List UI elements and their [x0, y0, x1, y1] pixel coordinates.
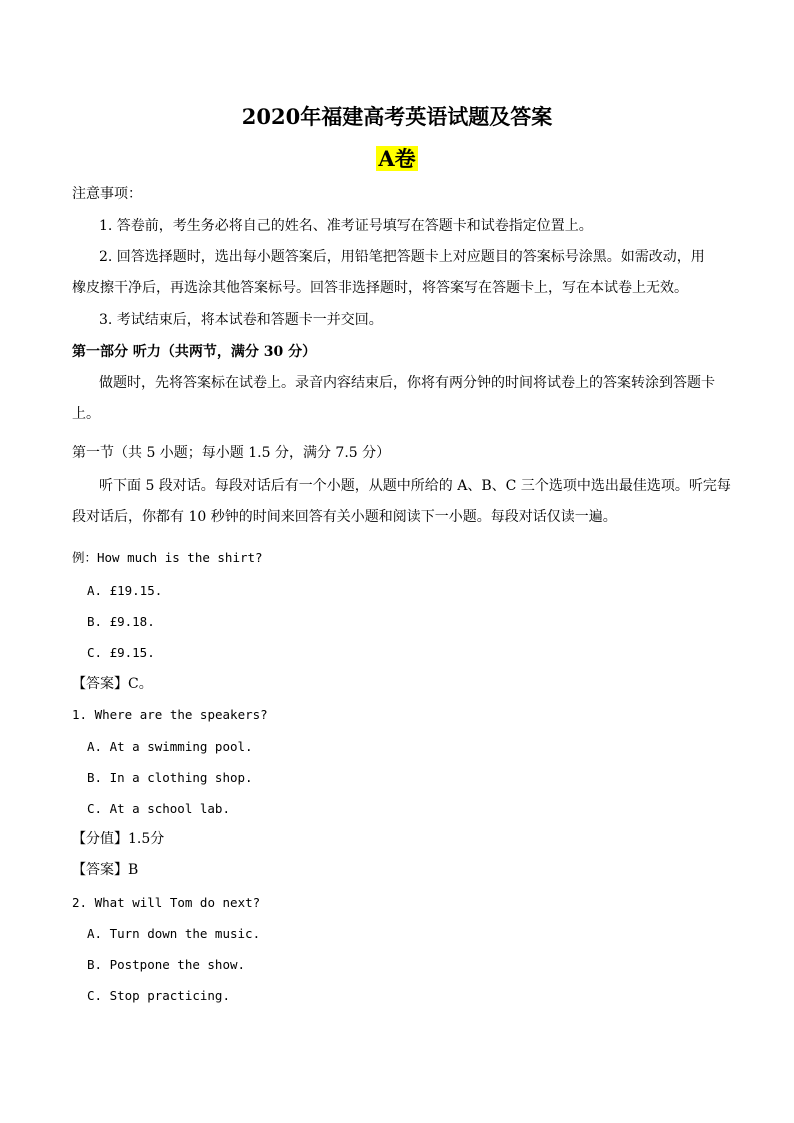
notice-item-2-line-2: 橡皮擦干净后，再选涂其他答案标号。回答非选择题时，将答案写在答题卡上，写在本试卷上无效。	[72, 280, 688, 296]
question-2-option-c: C. Stop practicing.	[87, 988, 230, 1003]
section-one-heading: 第一节（共 5 小题；每小题 1.5 分，满分 7.5 分）	[72, 445, 391, 461]
example-answer: 【答案】C。	[72, 676, 153, 692]
question-2: 2. What will Tom do next?	[72, 895, 261, 910]
question-1-option-c: C. At a school lab.	[87, 801, 230, 816]
question-1-score: 【分值】1.5分	[72, 831, 165, 847]
notice-heading: 注意事项：	[72, 186, 142, 202]
paper-version	[0, 145, 794, 173]
section-one-intro-line-1: 听下面 5 段对话。每段对话后有一个小题，从题中所给的 A、B、C 三个选项中选出最佳选项。听完每	[99, 478, 731, 494]
question-2-option-b: B. Postpone the show.	[87, 957, 246, 972]
question-2-option-a: A. Turn down the music.	[87, 926, 261, 941]
question-1-option-b: B. In a clothing shop.	[87, 770, 253, 785]
example-option-a: A. £19.15.	[87, 583, 163, 598]
part-one-intro-line-1: 做题时，先将答案标在试卷上。录音内容结束后，你将有两分钟的时间将试卷上的答案转涂到答题卡	[99, 375, 715, 391]
question-1: 1. Where are the speakers?	[72, 707, 268, 722]
notice-item-2-line-1: 2. 回答选择题时，选出每小题答案后，用铅笔把答题卡上对应题目的答案标号涂黑。如需改动，用	[99, 249, 705, 265]
page-title: 2020年福建高考英语试题及答案	[241, 104, 553, 129]
example-question: 例：How much is the shirt?	[72, 550, 263, 565]
example-option-c: C. £9.15.	[87, 645, 155, 660]
question-1-option-a: A. At a swimming pool.	[87, 739, 253, 754]
notice-item-3: 3. 考试结束后，将本试卷和答题卡一并交回。	[99, 312, 383, 328]
part-one-intro-line-2: 上。	[72, 406, 100, 422]
example-option-b: B. £9.18.	[87, 614, 155, 629]
question-1-answer: 【答案】B	[72, 862, 139, 878]
notice-item-1: 1. 答卷前，考生务必将自己的姓名、准考证号填写在答题卡和试卷指定位置上。	[99, 218, 593, 234]
part-one-heading: 第一部分 听力（共两节，满分 30 分）	[72, 344, 317, 360]
paper-version-label: A卷	[378, 146, 416, 171]
section-one-intro-line-2: 段对话后，你都有 10 秒钟的时间来回答有关小题和阅读下一小题。每段对话仅读一遍。	[72, 509, 617, 525]
